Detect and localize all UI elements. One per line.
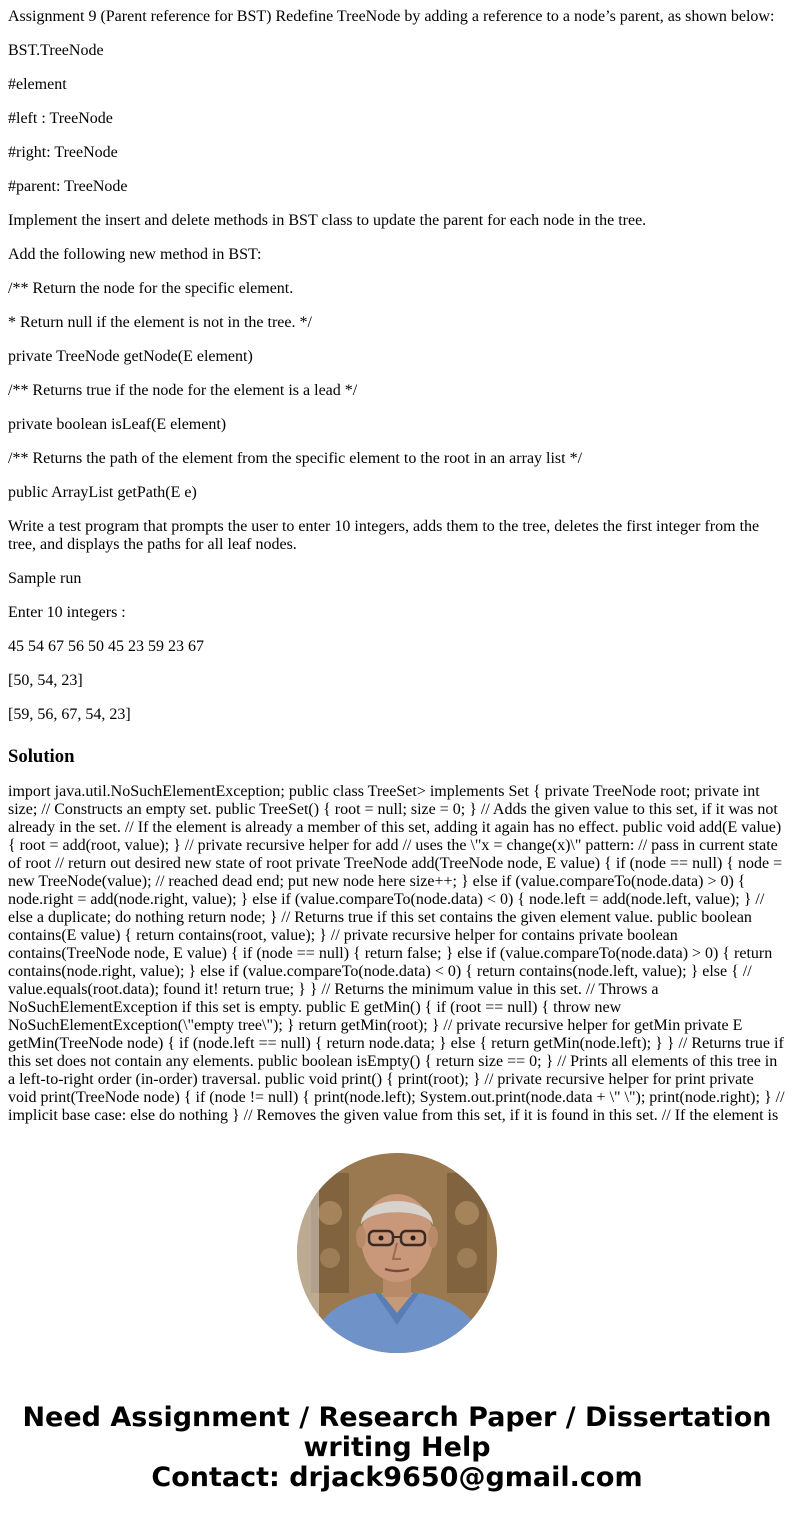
question-paragraph-11: private TreeNode getNode(E element) bbox=[8, 348, 253, 365]
question-paragraph-3: #element bbox=[8, 76, 67, 93]
question-paragraph-4: #left : TreeNode bbox=[8, 110, 113, 127]
question-paragraph-16: Write a test program that prompts the user to enter 10 integers, adds them to the tree, deletes the first integer from the tree, and displays the paths for all leaf nodes. bbox=[8, 518, 760, 553]
question-paragraph-18: Enter 10 integers : bbox=[8, 604, 126, 621]
question-paragraph-6: #parent: TreeNode bbox=[8, 178, 128, 195]
advert-headline: Need Assignment / Research Paper / Dissertation writing Help bbox=[22, 1402, 772, 1463]
question-paragraph-1: Assignment 9 (Parent reference for BST) Redefine TreeNode by adding a reference to a node’s parent, as shown below: bbox=[8, 8, 775, 25]
question-paragraph-15: public ArrayList getPath(E e) bbox=[8, 484, 197, 501]
solution-text: import java.util.NoSuchElementException; public class TreeSet> implements Set { private TreeNode root; private int size; // Constructs an empty set. public TreeSet() { root = null; size = 0; } // Adds the given value to this set, if it was not already in the set. // If the element is already a member of this set, adding it again has no effect. public void add(E value) { root = add(root, value); } // private recursive helper for add // uses the \"x = change(x)\" pattern: // pass in current state of root // return out desired new state of root private TreeNode add(TreeNode node, E value) { if (node == null) { node = new TreeNode(value); // reached dead end; put new node here size++; } else if (value.compareTo(node.data) > 0) { node.right = add(node.right, value); } else if (value.compareTo(node.data) < 0) { node.left = add(node.left, value); } // else a duplicate; do nothing return node; } // Returns true if this set contains the given element value. public boolean contains(E value) { return contains(root, value); } // private recursive helper for contains private boolean contains(TreeNode node, E value) { if (node == null) { return false; } else if (value.compareTo(node.data) > 0) { return contains(node.right, value); } else if (value.compareTo(node.data) < 0) { return contains(node.left, value); } else { // value.equals(root.data); found it! return true; } } // Returns the minimum value in this set. // Throws a NoSuchElementException if this set is empty. public E getMin() { if (root == null) { throw new NoSuchElementException(\"empty tree\"); } return getMin(root); } // private recursive helper for getMin private E getMin(TreeNode node) { if (node.left == null) { return node.data; } else { return getMin(node.left); } } // Returns true if this set does not contain any elements. public boolean isEmpty() { return size == 0; } // Prints all elements of this tree in a left-to-right order (in-order) traversal. public void print() { print(root); } // private recursive helper for print private void print(TreeNode node) { if (node != null) { print(node.left); System.out.print(node.data + \" \"); print(node.right); } // implicit base case: else do nothing } // Removes the given value from this set, if it is found in this set. // If the element is bbox=[8, 783, 785, 1124]
question-paragraph-9: /** Return the node for the specific element. bbox=[8, 280, 294, 297]
question-paragraph-2: BST.TreeNode bbox=[8, 42, 104, 59]
question-paragraph-12: /** Returns true if the node for the element is a lead */ bbox=[8, 382, 358, 399]
question-paragraph-19: 45 54 67 56 50 45 23 59 23 67 bbox=[8, 638, 204, 655]
author-avatar bbox=[297, 1153, 497, 1353]
advert-contact: Contact: drjack9650@gmail.com bbox=[151, 1462, 643, 1493]
person-portrait-icon bbox=[297, 1153, 497, 1353]
question-paragraph-17: Sample run bbox=[8, 570, 82, 587]
question-paragraph-13: private boolean isLeaf(E element) bbox=[8, 416, 227, 433]
question-paragraph-21: [59, 56, 67, 54, 23] bbox=[8, 706, 131, 723]
question-paragraph-20: [50, 54, 23] bbox=[8, 672, 83, 689]
question-paragraph-7: Implement the insert and delete methods in BST class to update the parent for each node in the tree. bbox=[8, 212, 647, 229]
question-paragraph-14: /** Returns the path of the element from the specific element to the root in an array list */ bbox=[8, 450, 583, 467]
question-paragraph-5: #right: TreeNode bbox=[8, 144, 118, 161]
solution-heading: Solution bbox=[8, 746, 75, 767]
help-advert bbox=[0, 1403, 794, 1493]
question-paragraph-10: * Return null if the element is not in the tree. */ bbox=[8, 314, 312, 331]
question-paragraph-8: Add the following new method in BST: bbox=[8, 246, 262, 263]
